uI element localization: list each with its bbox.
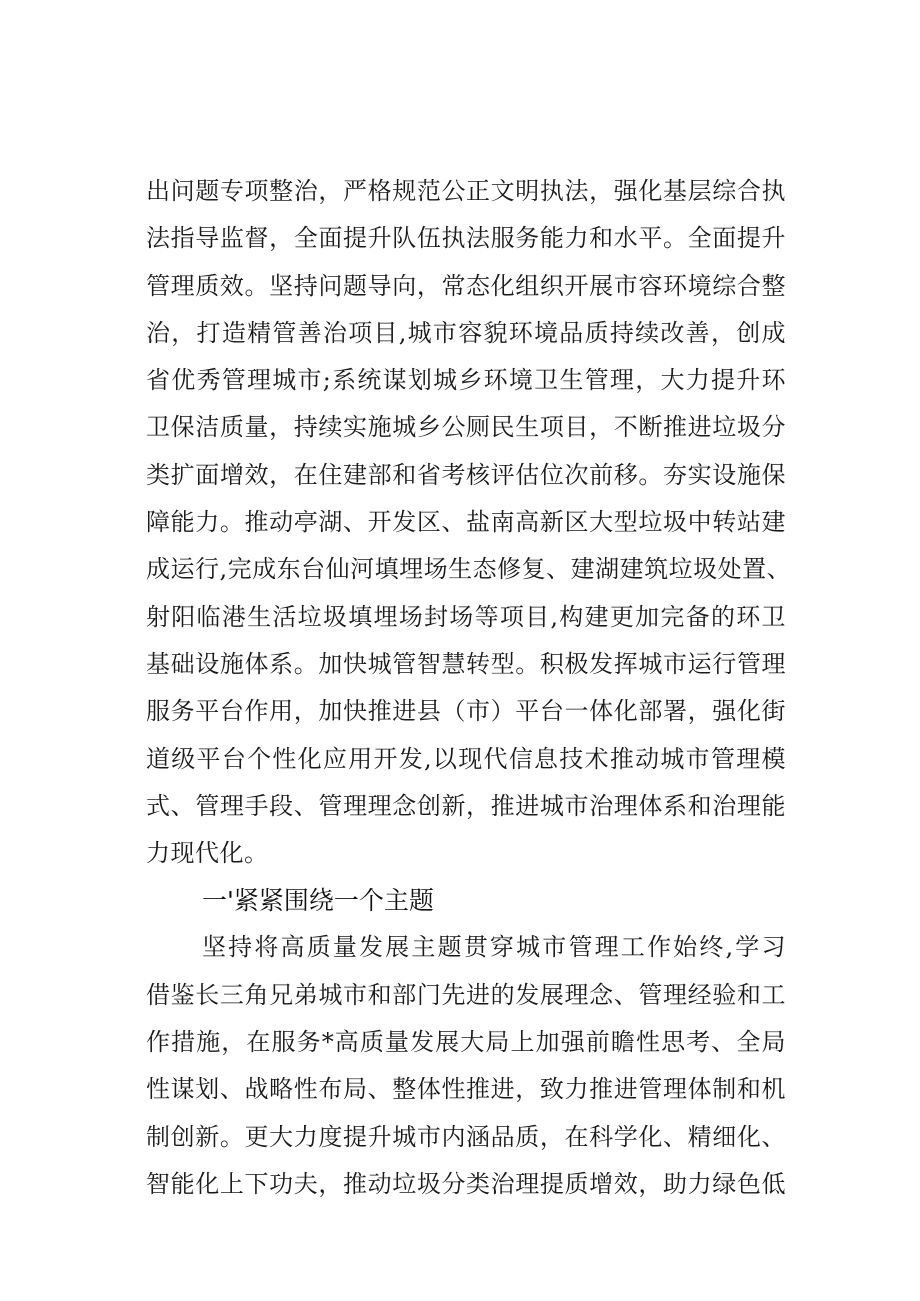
- text-line: 式、管理手段、管理理念创新，推进城市治理体系和治理能: [146, 791, 786, 820]
- text-line: 基础设施体系。加快城管智慧转型。积极发挥城市运行管理: [146, 649, 786, 678]
- paragraph-2: [146, 924, 786, 1208]
- section-heading: 一'紧紧围绕一个主题: [202, 886, 434, 916]
- paragraph-1: [146, 168, 792, 877]
- text-line: 性谋划、战略性布局、整体性推进，致力推进管理体制和机: [146, 1075, 786, 1104]
- text-line: 射阳临港生活垃圾填埋场封场等项目,构建更加完备的环卫: [146, 602, 786, 631]
- text-line: 障能力。推动亭湖、开发区、盐南高新区大型垃圾中转站建: [146, 508, 786, 537]
- text-line: 管理质效。坚持问题导向，常态化组织开展市容环境综合整: [146, 271, 786, 300]
- text-line: 力现代化。: [146, 839, 269, 868]
- text-line: 出问题专项整治，严格规范公正文明执法，强化基层综合执: [146, 177, 786, 205]
- text-line: 借鉴长三角兄弟城市和部门先进的发展理念、管理经验和工: [146, 980, 786, 1009]
- text-line: 智能化上下功夫，推动垃圾分类治理提质增效，助力绿色低: [146, 1169, 786, 1198]
- document-body: [146, 168, 792, 1208]
- text-line: 成运行,完成东台仙河填埋场生态修复、建湖建筑垃圾处置、: [146, 555, 792, 584]
- text-line: 服务平台作用，加快推进县（市）平台一体化部署，强化街: [146, 697, 786, 726]
- text-line: 制创新。更大力度提升城市内涵品质，在科学化、精细化、: [146, 1122, 786, 1151]
- text-line: 坚持将高质量发展主题贯穿城市管理工作始终,学习: [202, 933, 786, 962]
- text-line: 作措施，在服务*高质量发展大局上加强前瞻性思考、全局: [146, 1028, 786, 1057]
- text-line: 类扩面增效，在住建部和省考核评估位次前移。夯实设施保: [146, 460, 786, 489]
- text-line: 道级平台个性化应用开发,以现代信息技术推动城市管理模: [146, 744, 786, 773]
- text-line: 法指导监督，全面提升队伍执法服务能力和水平。全面提升: [146, 224, 786, 253]
- text-line: 省优秀管理城市;系统谋划城乡环境卫生管理，大力提升环: [146, 366, 786, 395]
- text-line: 卫保洁质量，持续实施城乡公厕民生项目，不断推进垃圾分: [146, 413, 786, 442]
- text-line: 治，打造精管善治项目,城市容貌环境品质持续改善，创成: [146, 318, 786, 347]
